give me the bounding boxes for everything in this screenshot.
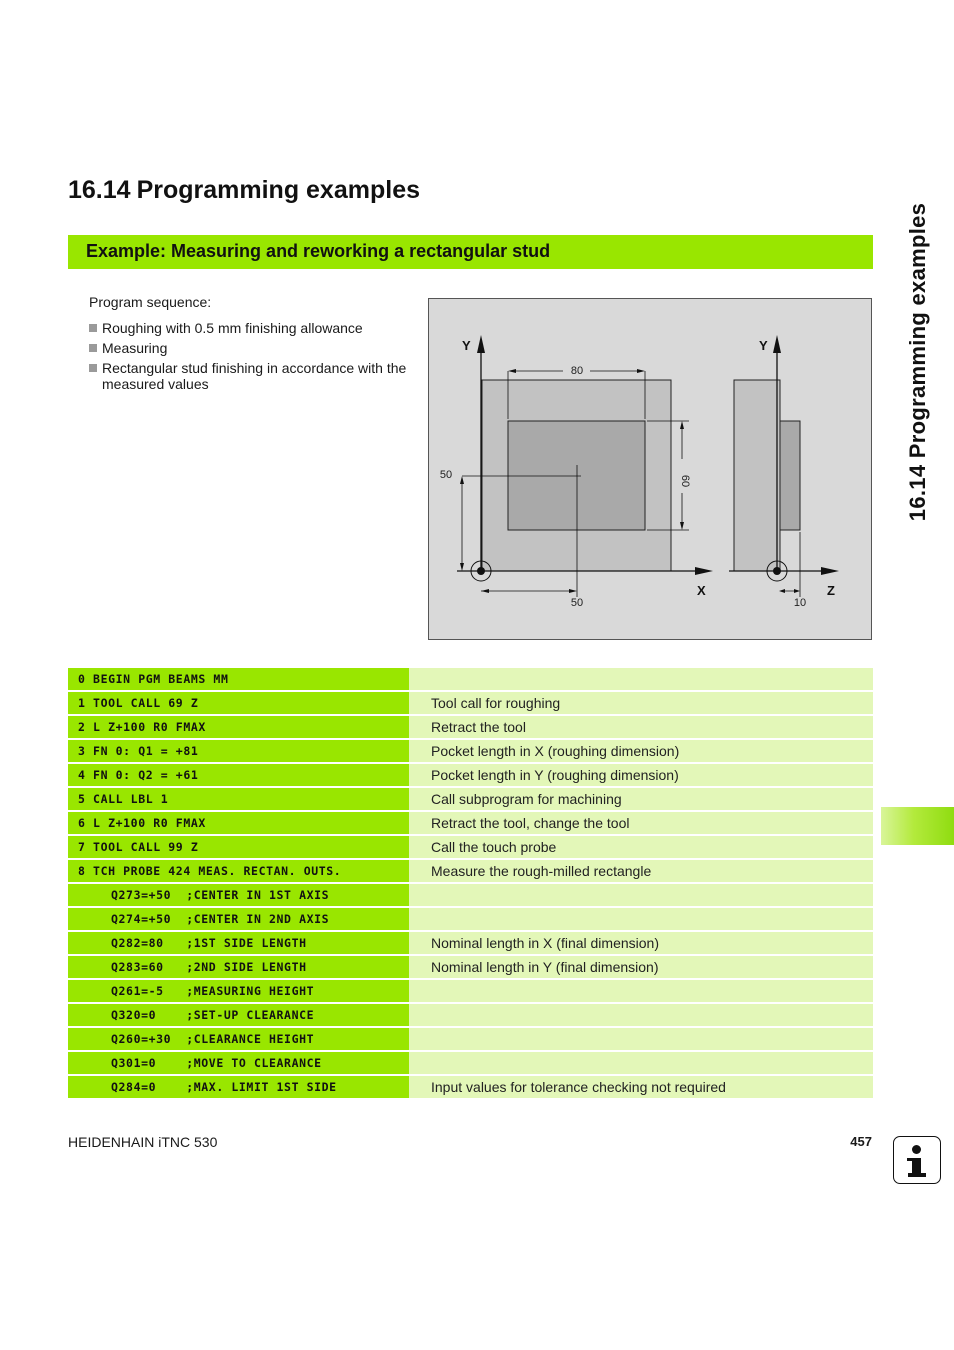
z-axis-arrow-icon [821, 567, 839, 575]
chapter-thumb-tab [881, 807, 954, 845]
column-gap [409, 932, 431, 956]
info-icon [893, 1136, 941, 1184]
program-line [68, 932, 873, 956]
nc-comment: Pocket length in X (roughing dimension) [431, 740, 873, 764]
side-chapter-title [898, 176, 938, 548]
intro-block [89, 294, 409, 396]
column-gap [409, 860, 431, 884]
nc-code: 8 TCH PROBE 424 MEAS. RECTAN. OUTS. [68, 860, 409, 884]
intro-bullet-text: Roughing with 0.5 mm finishing allowance [102, 320, 363, 336]
nc-code: 4 FN 0: Q2 = +61 [68, 764, 409, 788]
footer-manual-name: HEIDENHAIN iTNC 530 [68, 1134, 218, 1150]
column-gap [409, 956, 431, 980]
program-line [68, 764, 873, 788]
square-bullet-icon [89, 364, 97, 372]
nc-comment [431, 1028, 873, 1052]
nc-code: Q283=60 ;2ND SIDE LENGTH [68, 956, 409, 980]
column-gap [409, 884, 431, 908]
nc-comment: Pocket length in Y (roughing dimension) [431, 764, 873, 788]
program-line [68, 692, 873, 716]
nc-code: 0 BEGIN PGM BEAMS MM [68, 668, 409, 692]
nc-comment: Measure the rough-milled rectangle [431, 860, 873, 884]
nc-code: Q274=+50 ;CENTER IN 2ND AXIS [68, 908, 409, 932]
program-line [68, 1004, 873, 1028]
column-gap [409, 788, 431, 812]
column-gap [409, 1004, 431, 1028]
program-line [68, 740, 873, 764]
dimension-depth-label: 10 [793, 597, 807, 609]
nc-code: Q284=0 ;MAX. LIMIT 1ST SIDE [68, 1076, 409, 1100]
program-line [68, 788, 873, 812]
nc-code: Q301=0 ;MOVE TO CLEARANCE [68, 1052, 409, 1076]
column-gap [409, 740, 431, 764]
nc-code: 7 TOOL CALL 99 Z [68, 836, 409, 860]
column-gap [409, 836, 431, 860]
section-title [68, 176, 420, 205]
column-gap [409, 1052, 431, 1076]
intro-lead: Program sequence: [89, 294, 212, 310]
dimension-width-label: 80 [570, 365, 584, 377]
square-bullet-icon [89, 344, 97, 352]
program-listing [68, 668, 873, 1100]
nc-code: Q282=80 ;1ST SIDE LENGTH [68, 932, 409, 956]
square-bullet-icon [89, 324, 97, 332]
workpiece-drawing-svg [429, 299, 871, 639]
nc-code: Q260=+30 ;CLEARANCE HEIGHT [68, 1028, 409, 1052]
intro-bullet-text: Measuring [102, 340, 168, 356]
x-axis-label: X [697, 583, 706, 598]
nc-code: Q273=+50 ;CENTER IN 1ST AXIS [68, 884, 409, 908]
example-heading: Example: Measuring and reworking a rectangular stud [68, 235, 873, 269]
column-gap [409, 668, 431, 692]
column-gap [409, 980, 431, 1004]
column-gap [409, 812, 431, 836]
dimension-height-label: 60 [679, 474, 691, 488]
program-line [68, 884, 873, 908]
nc-comment: Call subprogram for machining [431, 788, 873, 812]
side-datum-center-icon [773, 567, 781, 575]
nc-comment [431, 668, 873, 692]
z-axis-label: Z [827, 583, 835, 598]
side-view-blank [734, 380, 780, 571]
column-gap [409, 716, 431, 740]
program-line [68, 908, 873, 932]
section-number: 16.14 [68, 176, 131, 204]
stud-outline [508, 421, 645, 530]
column-gap [409, 692, 431, 716]
intro-bullet-item [89, 360, 409, 392]
nc-comment: Tool call for roughing [431, 692, 873, 716]
side-y-axis-label: Y [759, 338, 768, 353]
nc-comment: Call the touch probe [431, 836, 873, 860]
dimension-y-position-label: 50 [439, 469, 453, 481]
program-line [68, 980, 873, 1004]
nc-comment: Retract the tool [431, 716, 873, 740]
nc-comment [431, 884, 873, 908]
nc-code: 3 FN 0: Q1 = +81 [68, 740, 409, 764]
side-y-axis-arrow-icon [773, 335, 781, 353]
nc-comment [431, 1004, 873, 1028]
program-line [68, 1076, 873, 1100]
nc-comment [431, 908, 873, 932]
program-line [68, 812, 873, 836]
nc-comment: Nominal length in X (final dimension) [431, 932, 873, 956]
program-line [68, 716, 873, 740]
x-axis-arrow-icon [695, 567, 713, 575]
intro-bullet-text: Rectangular stud finishing in accordance with the measured values [102, 360, 407, 392]
nc-code: 1 TOOL CALL 69 Z [68, 692, 409, 716]
intro-bullet-item [89, 340, 409, 356]
intro-bullet-list [89, 320, 409, 392]
column-gap [409, 1076, 431, 1100]
column-gap [409, 908, 431, 932]
intro-bullet-item [89, 320, 409, 336]
column-gap [409, 1028, 431, 1052]
nc-comment: Nominal length in Y (final dimension) [431, 956, 873, 980]
side-view-stud [780, 421, 800, 530]
nc-code: 5 CALL LBL 1 [68, 788, 409, 812]
workpiece-drawing [428, 298, 872, 640]
column-gap [409, 764, 431, 788]
program-line [68, 860, 873, 884]
y-axis-label: Y [462, 338, 471, 353]
program-line [68, 1052, 873, 1076]
nc-code: Q261=-5 ;MEASURING HEIGHT [68, 980, 409, 1004]
nc-code: Q320=0 ;SET-UP CLEARANCE [68, 1004, 409, 1028]
program-line [68, 668, 873, 692]
datum-center-icon [477, 567, 485, 575]
nc-comment [431, 1052, 873, 1076]
nc-comment: Input values for tolerance checking not required [431, 1076, 873, 1100]
side-chapter-title-text: 16.14 Programming examples [905, 202, 930, 522]
nc-comment: Retract the tool, change the tool [431, 812, 873, 836]
nc-code: 2 L Z+100 R0 FMAX [68, 716, 409, 740]
program-line [68, 956, 873, 980]
nc-comment [431, 980, 873, 1004]
dimension-x-position-label: 50 [570, 597, 584, 609]
section-title-text: Programming examples [136, 176, 420, 204]
program-line [68, 1028, 873, 1052]
page-number: 457 [850, 1134, 872, 1149]
program-listing-body [68, 668, 873, 1100]
program-line [68, 836, 873, 860]
nc-code: 6 L Z+100 R0 FMAX [68, 812, 409, 836]
y-axis-arrow-icon [477, 335, 485, 353]
